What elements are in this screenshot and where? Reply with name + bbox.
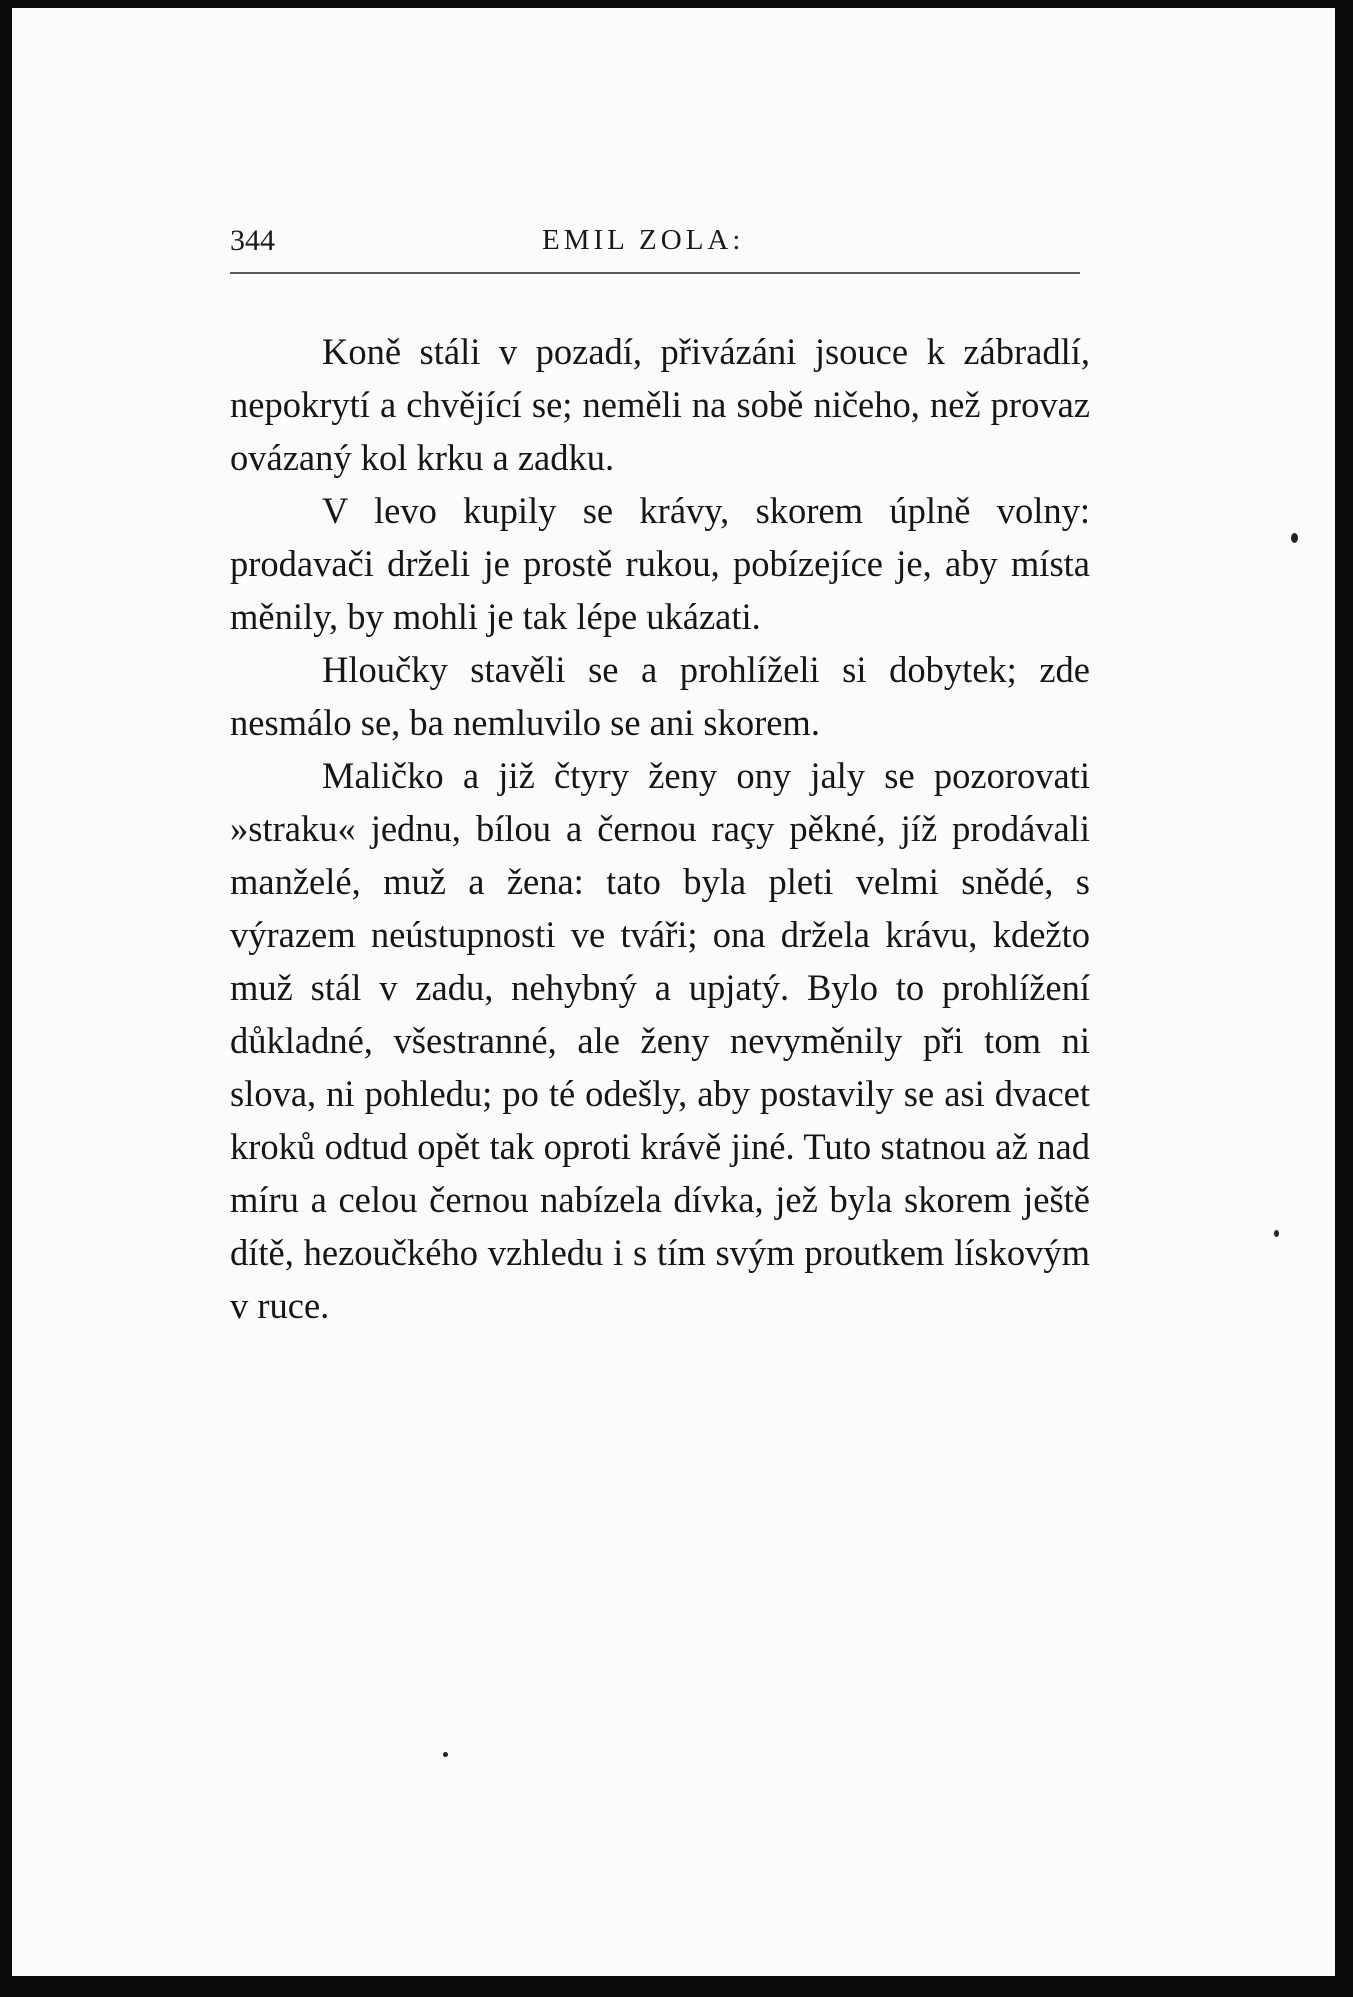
page-header — [220, 218, 1080, 258]
paragraph: V levo kupily se krávy, skorem úplně volny: prodavači drželi je prostě rukou, pobízejíce je, aby místa měnily, by mohli je tak lépe ukázati. — [230, 490, 1090, 637]
paragraph: Maličko a již čtyry ženy ony jaly se pozorovati »straku« jednu, bílou a černou raçy pěkné, jíž prodávali manželé, muž a žena: tato byla pleti velmi snědé, s výrazem neústupnosti ve tváři; ona držela krávu, kdežto muž stál v zadu, nehybný a upjatý. Bylo to prohlížení důkladné, všestranné, ale ženy nevyměnily při tom ni slova, ni pohledu; po té odešly, aby postavily se asi dvacet kroků odtud opět tak oproti krávě jiné. Tuto statnou až nad míru a celou černou nabízela dívka, jež byla skorem ještě dítě, hezoučkého vzhledu i s tím svým proutkem lískovým v ruce. — [230, 755, 1090, 1326]
scan-speck — [1274, 1230, 1279, 1237]
body-text — [230, 325, 1090, 1332]
header-rule — [230, 272, 1080, 274]
scan-edge — [1335, 0, 1353, 1997]
scan-speck — [1291, 533, 1298, 543]
paragraph: Koně stáli v pozadí, přivázáni jsouce k zábradlí, nepokrytí a chvějící se; neměli na sobě ničeho, než provaz ovázaný kol krku a zadku. — [230, 331, 1090, 478]
paragraph: Hloučky stavěli se a prohlíželi si dobytek; zde nesmálo se, ba nemluvilo se ani skorem. — [230, 649, 1090, 743]
scan-speck — [443, 1752, 448, 1757]
running-head: EMIL ZOLA: — [542, 224, 745, 256]
page-number: 344 — [230, 224, 275, 257]
